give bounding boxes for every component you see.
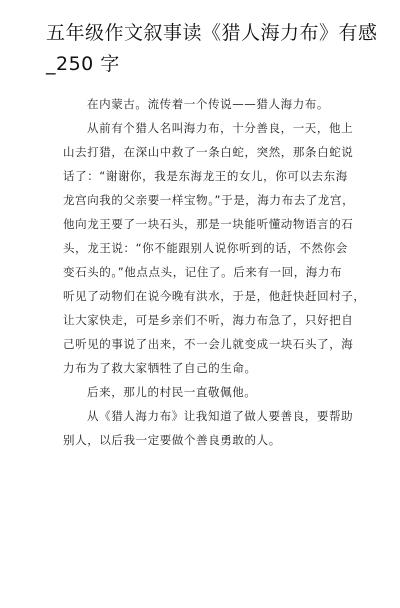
paragraph-2-line-8: 听见了动物们在说今晚有洪水，于是，他赶快赶回村子， — [63, 289, 366, 303]
title-line-1: 五年级作文叙事读《猎人海力布》有感 — [46, 22, 378, 44]
paragraph-2-line-2: 山去打猎，在深山中救了一条白蛇，突然，那条白蛇说 — [63, 145, 354, 159]
paragraph-2-line-6: 头，龙王说：“你不能跟别人说你听到的话，不然你会 — [63, 241, 348, 255]
paragraph-2-line-11: 力布为了救大家牺牲了自己的生命。 — [63, 361, 257, 375]
paragraph-2-line-1: 从前有个猎人名叫海力布，十分善良，一天，他上 — [87, 121, 354, 135]
paragraph-3-line-1: 后来，那儿的村民一直敬佩他。 — [87, 385, 257, 399]
paragraph-2-line-5: 他向龙王要了一块石头，那是一块能听懂动物语言的石 — [63, 217, 354, 231]
paragraph-1-line-1: 在内蒙古。流传着一个传说——猎人海力布。 — [87, 97, 329, 111]
paragraph-2-line-4: 龙宫向我的父亲要一样宝物。”于是，海力布去了龙宫， — [63, 193, 355, 207]
paragraph-2-line-10: 己听见的事说了出来，不一会儿就变成一块石头了，海 — [63, 337, 354, 351]
paragraph-4-line-1: 从《猎人海力布》让我知道了做人要善良，要帮助 — [87, 409, 354, 423]
paragraph-2-line-9: 让大家快走，可是乡亲们不听，海力布急了，只好把自 — [63, 313, 354, 327]
paragraph-2-line-3: 话了：“谢谢你，我是东海龙王的女儿，你可以去东海 — [63, 169, 348, 183]
essay-body — [63, 92, 366, 452]
paragraph-4-line-2: 别人，以后我一定要做个善良勇敢的人。 — [63, 433, 281, 447]
document-title — [46, 18, 376, 80]
paragraph-2-line-7: 变石头的。”他点点头，记住了。后来有一回，海力布 — [63, 265, 343, 279]
title-line-2: _250 字 — [46, 53, 120, 75]
